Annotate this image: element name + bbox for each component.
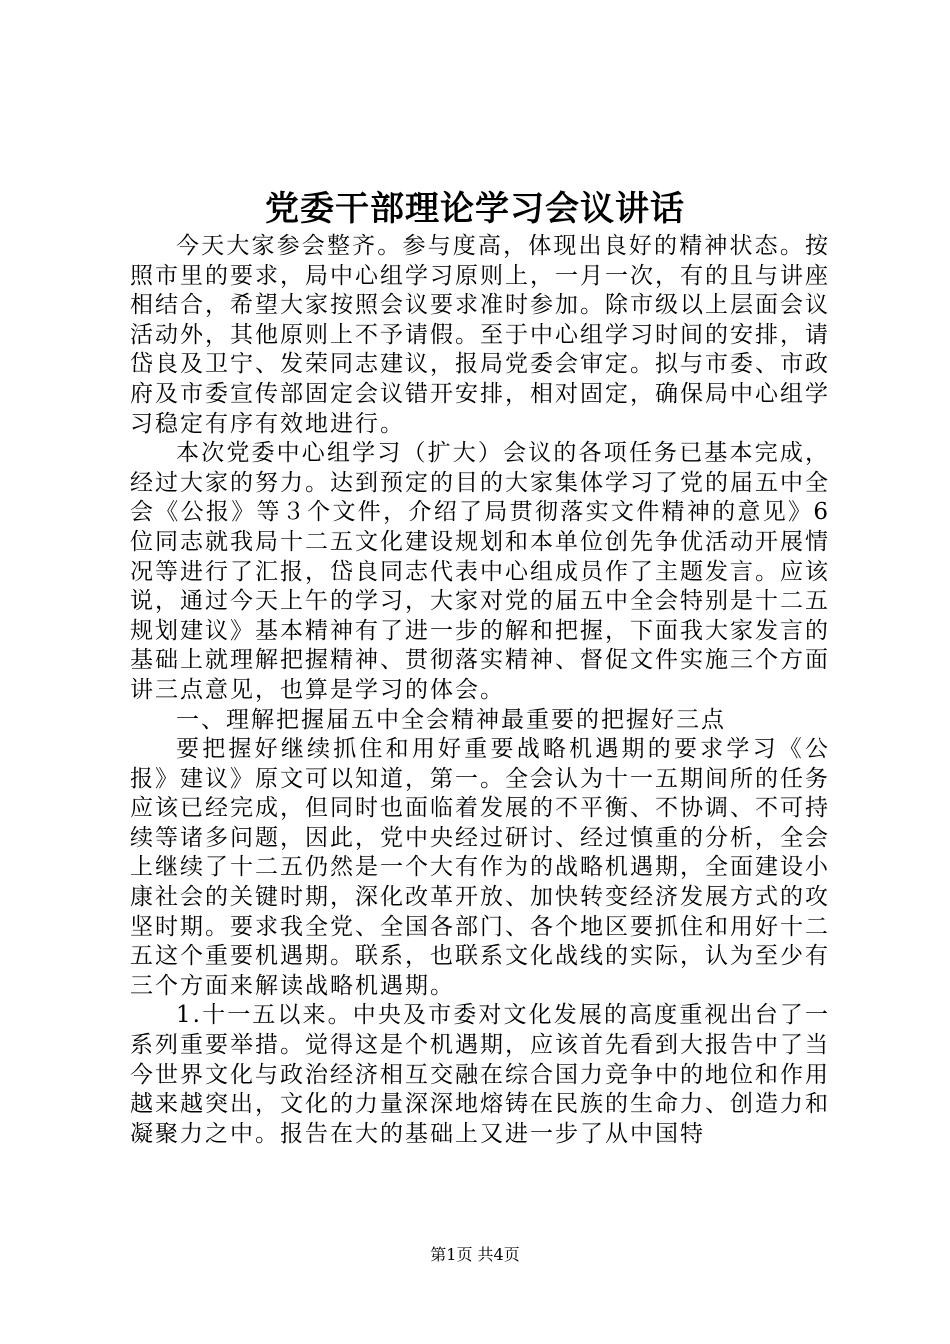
document-body	[130, 232, 830, 1149]
paragraph-3: 要把握好继续抓住和用好重要战略机遇期的要求学习《公报》建议》原文可以知道，第一。全会认为十一五期间所的任务应该已经完成，但同时也面临着发展的不平衡、不协调、不可持续等诸多问题，因此，党中央经过研讨、经过慎重的分析，全会上继续了十二五仍然是一个大有作为的战略机遇期，全面建设小康社会的关键时期，深化改革开放、加快转变经济发展方式的攻坚时期。要求我全党、全国各部门、各个地区要抓住和用好十二五这个重要机遇期。联系，也联系文化战线的实际，认为至少有三个方面来解读战略机遇期。	[130, 736, 830, 999]
paragraph-2: 本次党委中心组学习（扩大）会议的各项任务已基本完成，经过大家的努力。达到预定的目的大家集体学习了党的届五中全会《公报》等３个文件，介绍了局贯彻落实文件精神的意见》6位同志就我局十二五文化建设规划和本单位创先争优活动开展情况等进行了汇报，岱良同志代表中心组成员作了主题发言。应该说，通过今天上午的学习，大家对党的届五中全会特别是十二五规划建议》基本精神有了进一步的解和把握，下面我大家发言的基础上就理解把握精神、贯彻落实精神、督促文件实施三个方面讲三点意见，也算是学习的体会。	[130, 440, 830, 703]
paragraph-4: 1.十一五以来。中央及市委对文化发展的高度重视出台了一系列重要举措。觉得这是个机遇期，应该首先看到大报告中了当今世界文化与政治经济相互交融在综合国力竞争中的地位和作用越来越突出，文化的力量深深地熔铸在民族的生命力、创造力和凝聚力之中。报告在大的基础上又进一步了从中国特	[130, 1002, 830, 1147]
page-indicator: 第1页 共4页	[430, 1245, 520, 1264]
section-heading-1: 一、理解把握届五中全会精神最重要的把握好三点	[176, 706, 726, 733]
document-title: 党委干部理论学习会议讲话	[265, 189, 685, 229]
paragraph-1: 今天大家参会整齐。参与度高，体现出良好的精神状态。按照市里的要求，局中心组学习原则上，一月一次，有的且与讲座相结合，希望大家按照会议要求准时参加。除市级以上层面会议活动外，其他原则上不予请假。至于中心组学习时间的安排，请岱良及卫宁、发荣同志建议，报局党委会审定。拟与市委、市政府及市委宣传部固定会议错开安排，相对固定，确保局中心组学习稳定有序有效地进行。	[130, 233, 830, 437]
